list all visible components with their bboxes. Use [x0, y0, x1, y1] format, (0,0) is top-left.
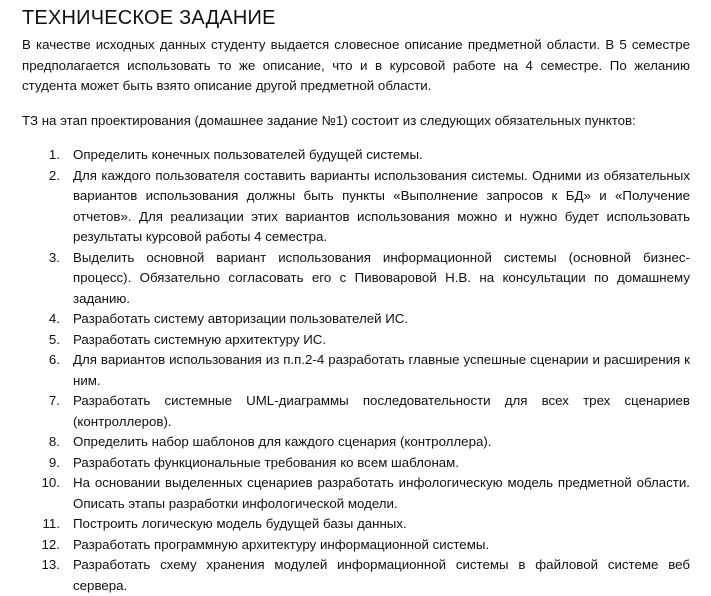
list-item-text: Разработать функциональные требования ко всем шаблонам. — [73, 454, 460, 470]
intro-paragraph: В качестве исходных данных студенту выдается словесное описание предметной области. В 5 семестре предполагается использовать то же описание, что и в курсовой работе на 4 семестре. По желанию студента может быть взято описание другой предметной области. — [22, 37, 690, 93]
list-item-number: 13. — [41, 557, 60, 572]
list-item-text: Разработать системную архитектуру ИС. — [73, 331, 327, 347]
list-item-text: Для вариантов использования из п.п.2-4 разработать главные успешные сценарии и расширения к ним. — [73, 352, 690, 388]
list-item — [22, 391, 690, 432]
list-item-number: 5. — [48, 331, 60, 347]
list-item — [22, 309, 690, 330]
list-item-text: Определить конечных пользователей будущей системы. — [73, 147, 423, 162]
lead-paragraph: ТЗ на этап проектирования (домашнее задание №1) состоит из следующих обязательных пунктов: — [22, 112, 636, 128]
list-item-number: 2. — [48, 167, 60, 183]
document-page — [22, 6, 690, 596]
list-item — [22, 145, 690, 166]
list-item — [22, 330, 690, 351]
list-item — [22, 453, 690, 474]
list-item-number: 10. — [41, 475, 60, 490]
list-item-number: 9. — [48, 454, 60, 470]
list-item-number: 6. — [48, 352, 60, 367]
list-item-text: Выделить основной вариант использования информационной системы (основной бизнес-процесс). Обязательно согласовать его с Пивоваровой Н.В. на консультации по домашнему заданию. — [73, 249, 690, 306]
list-item-text: Разработать систему авторизации пользователей ИС. — [73, 311, 409, 326]
document-title: ТЕХНИЧЕСКОЕ ЗАДАНИЕ — [22, 7, 276, 29]
list-item-text: Разработать схему хранения модулей информационной системы в файловой системе веб сервера. — [73, 557, 690, 593]
requirements-list — [22, 145, 690, 596]
list-item — [22, 473, 690, 514]
list-item-number: 4. — [48, 311, 60, 326]
list-item-number: 8. — [48, 434, 60, 449]
list-item — [22, 535, 690, 556]
list-item-text: Разработать программную архитектуру информационной системы. — [73, 536, 490, 552]
list-item — [22, 248, 690, 310]
list-item-number: 11. — [42, 516, 60, 531]
list-item-text: Для каждого пользователя составить варианты использования системы. Одними из обязательных вариантов использования должны быть пункты «Выполнение запросов к БД» и «Получение отчетов». Для реализации этих вариантов использования можно и нужно будет использовать результаты курсовой работы 4 семестра. — [73, 167, 690, 244]
list-item — [22, 514, 690, 535]
list-item-number: 1. — [48, 147, 60, 162]
list-item — [22, 350, 690, 391]
list-item-number: 7. — [48, 393, 60, 408]
list-item — [22, 432, 690, 453]
list-item-text: На основании выделенных сценариев разработать инфологическую модель предметной области. Описать этапы разработки инфологической модели. — [73, 475, 690, 511]
list-item-text: Разработать системные UML-диаграммы последовательности для всех трех сценариев (контроллеров). — [73, 393, 690, 429]
list-item-text: Построить логическую модель будущей базы данных. — [73, 516, 407, 531]
list-item-number: 12. — [41, 536, 60, 552]
list-item — [22, 555, 690, 596]
list-item-text: Определить набор шаблонов для каждого сценария (контроллера). — [73, 434, 492, 449]
list-item — [22, 166, 690, 248]
list-item-number: 3. — [48, 249, 60, 265]
